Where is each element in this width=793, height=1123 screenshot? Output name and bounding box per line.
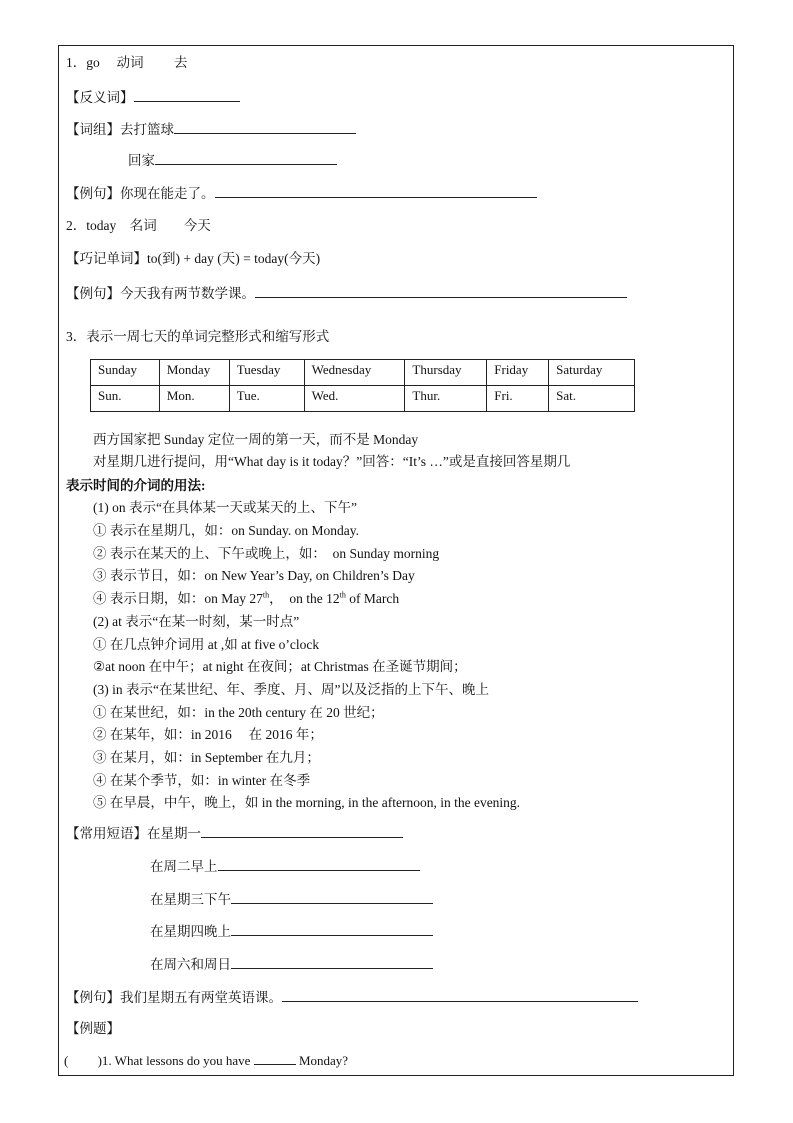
example-row-2 — [66, 284, 627, 303]
antonym-row — [66, 88, 240, 107]
example-3-blank[interactable] — [282, 988, 638, 1002]
table-cell: Wed. — [304, 386, 405, 412]
prep-on-4-b: ， on the 12 — [269, 591, 340, 606]
example-row-1 — [66, 184, 537, 203]
phrase-practice-3-blank[interactable] — [231, 890, 433, 904]
prep-on-2: ② 表示在某天的上、下午或晚上，如： on Sunday morning — [93, 546, 440, 561]
exercise-question-1 — [64, 1052, 348, 1070]
phrase-practice-row-4 — [150, 922, 433, 941]
table-cell: Tue. — [229, 386, 304, 412]
phrase-practice-2-blank[interactable] — [218, 857, 420, 871]
phrase-practice-5-blank[interactable] — [231, 955, 433, 969]
ordinal-suffix: th — [262, 590, 270, 600]
table-cell: Mon. — [159, 386, 229, 412]
note-line-1: 西方国家把 Sunday 定位一周的第一天，而不是 Monday — [93, 432, 419, 447]
phrase-practice-5: 在周六和周日 — [150, 957, 231, 972]
phrase-1-blank[interactable] — [174, 120, 356, 134]
example-row-3 — [66, 988, 638, 1007]
example-label: 【例句】 — [66, 186, 120, 201]
prep-at-1: ① 在几点钟介词用 at ,如 at five o’clock — [93, 637, 320, 652]
item3-heading: 3．表示一周七天的单词完整形式和缩写形式 — [66, 329, 330, 344]
phrase-label: 【词组】 — [66, 122, 120, 137]
note-line-2: 对星期几进行提问，用“What day is it today？”回答：“It’s …”或是直接回答星期几 — [93, 454, 571, 469]
prep-in-3: ③ 在某月，如：in September 在九月； — [93, 750, 320, 765]
question-1-blank[interactable] — [254, 1053, 296, 1065]
prep-title: 表示时间的介词的用法: — [66, 478, 206, 493]
table-cell: Fri. — [487, 386, 549, 412]
phrase-row-2 — [128, 151, 337, 170]
example-label: 【例句】 — [66, 990, 120, 1005]
table-cell: Sun. — [91, 386, 160, 412]
prep-in-4: ④ 在某个季节，如：in winter 在冬季 — [93, 773, 311, 788]
phrase-practice-1-blank[interactable] — [201, 824, 403, 838]
antonym-label: 【反义词】 — [66, 90, 134, 105]
question-1-text-a: ( )1. What lessons do you have — [64, 1053, 254, 1068]
example-2-blank[interactable] — [255, 284, 627, 298]
prep-on-3: ③ 表示节日，如：on New Year’s Day, on Children’s Day — [93, 568, 415, 583]
example-2-text: 今天我有两节数学课。 — [120, 286, 255, 301]
example-3-text: 我们星期五有两堂英语课。 — [120, 990, 282, 1005]
days-of-week-table — [90, 359, 635, 412]
item2-heading: 2．today 名词 今天 — [66, 218, 211, 233]
prep-on-1: ① 表示在星期几，如：on Sunday. on Monday. — [93, 523, 359, 538]
prep-at-2: ②at noon 在中午；at night 在夜间；at Christmas 在圣诞节期间； — [93, 659, 467, 674]
example-1-blank[interactable] — [215, 184, 537, 198]
common-phrases-label: 【常用短语】 — [66, 826, 147, 841]
phrase-practice-3: 在星期三下午 — [150, 892, 231, 907]
phrase-practice-4-blank[interactable] — [231, 922, 433, 936]
antonym-blank[interactable] — [134, 88, 240, 102]
phrase-2-blank[interactable] — [155, 151, 337, 165]
table-cell: Sat. — [549, 386, 635, 412]
table-row-abbr — [91, 386, 635, 412]
table-cell: Wednesday — [304, 360, 405, 386]
prep-in-heading: (3) in 表示“在某世纪、年、季度、月、周”以及泛指的上下午、晚上 — [93, 682, 489, 697]
table-cell: Thur. — [405, 386, 487, 412]
prep-on-4 — [93, 590, 399, 608]
table-cell: Monday — [159, 360, 229, 386]
phrase-row-1 — [66, 120, 356, 139]
table-cell: Saturday — [549, 360, 635, 386]
phrase-practice-row-1 — [66, 824, 403, 843]
phrase-1: 去打篮球 — [120, 122, 174, 137]
table-row-full — [91, 360, 635, 386]
item1-heading: 1．go 动词 去 — [66, 55, 188, 70]
prep-in-2: ② 在某年，如：in 2016 在 2016 年； — [93, 727, 323, 742]
phrase-practice-row-2 — [150, 857, 420, 876]
prep-on-4-a: ④ 表示日期，如：on May 27 — [93, 591, 263, 606]
phrase-practice-4: 在星期四晚上 — [150, 924, 231, 939]
memory-tip: 【巧记单词】to(到) + day (天) = today(今天) — [66, 251, 321, 266]
phrase-practice-2: 在周二早上 — [150, 859, 218, 874]
prep-in-1: ① 在某世纪，如：in the 20th century 在 20 世纪； — [93, 705, 384, 720]
example-1-text: 你现在能走了。 — [120, 186, 215, 201]
table-cell: Friday — [487, 360, 549, 386]
phrase-practice-1: 在星期一 — [147, 826, 201, 841]
phrase-2: 回家 — [128, 153, 155, 168]
phrase-practice-row-3 — [150, 890, 433, 909]
prep-at-heading: (2) at 表示“在某一时刻，某一时点” — [93, 614, 300, 629]
exercise-label: 【例题】 — [66, 1021, 120, 1036]
prep-on-4-c: of March — [345, 591, 400, 606]
ordinal-suffix: th — [339, 590, 346, 600]
phrase-practice-row-5 — [150, 955, 433, 974]
prep-in-5: ⑤ 在早晨，中午，晚上，如 in the morning, in the afternoon, in the evening. — [93, 795, 521, 810]
table-cell: Tuesday — [229, 360, 304, 386]
prep-on-heading: (1) on 表示“在具体某一天或某天的上、下午” — [93, 500, 357, 515]
question-1-text-b: Monday? — [295, 1053, 349, 1068]
table-cell: Sunday — [91, 360, 160, 386]
table-cell: Thursday — [405, 360, 487, 386]
example-label: 【例句】 — [66, 286, 120, 301]
